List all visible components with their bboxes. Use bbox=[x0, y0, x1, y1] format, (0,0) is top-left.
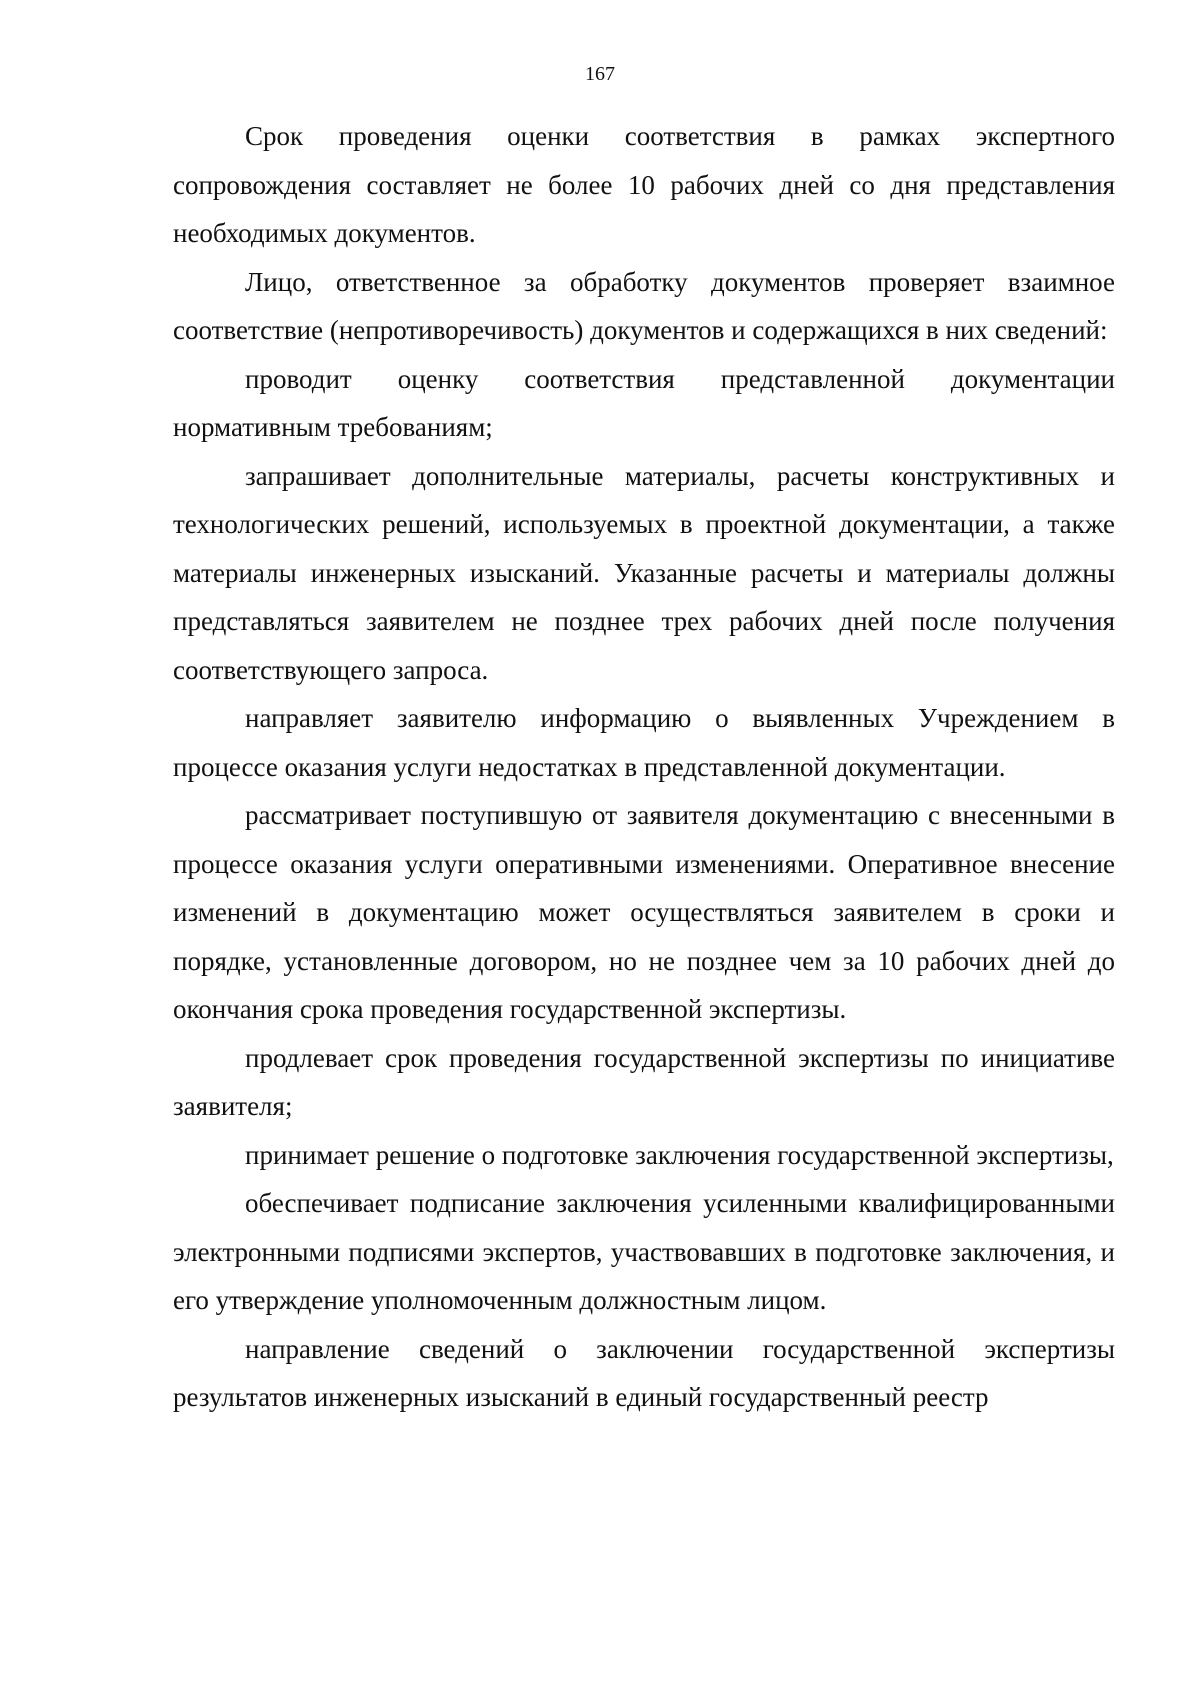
paragraph-sends-to-registry: направление сведений о заключении государственной экспертизы результатов инженерных изысканий в единый государственный реестр bbox=[173, 1333, 1115, 1412]
paragraph-assessment-period: Срок проведения оценки соответствия в рамках экспертного сопровождения составляет не более 10 рабочих дней со дня представления необходимых документов. bbox=[173, 121, 1115, 248]
paragraph-sends-deficiencies: направляет заявителю информацию о выявленных Учреждением в процессе оказания услуги недостатках в представленной документации. bbox=[173, 703, 1115, 782]
document-body bbox=[173, 112, 1115, 1422]
paragraph-decides-conclusion: принимает решение о подготовке заключения государственной экспертизы, bbox=[245, 1139, 1114, 1170]
paragraph-extends-period: продлевает срок проведения государственной экспертизы по инициативе заявителя; bbox=[173, 1042, 1115, 1121]
page-number: 167 bbox=[585, 63, 615, 85]
paragraph-ensures-signing: обеспечивает подписание заключения усиленными квалифицированными электронными подписями экспертов, участвовавших в подготовке заключения, и его утверждение уполномоченным должностным лицом. bbox=[173, 1188, 1115, 1315]
paragraph-reviews-changes: рассматривает поступившую от заявителя документацию с внесенными в процессе оказания услуги оперативными изменениями. Оперативное внесение изменений в документацию может осуществляться заявителем в сроки и порядке, установленные договором, но не позднее чем за 10 рабочих дней до окончания срока проведения государственной экспертизы. bbox=[173, 800, 1115, 1024]
paragraph-responsible-person: Лицо, ответственное за обработку документов проверяет взаимное соответствие (непротиворечивость) документов и содержащихся в них сведений: bbox=[173, 266, 1115, 345]
paragraph-conducts-assessment: проводит оценку соответствия представленной документации нормативным требованиям; bbox=[173, 363, 1115, 442]
paragraph-requests-materials: запрашивает дополнительные материалы, расчеты конструктивных и технологических решений, используемых в проектной документации, а также материалы инженерных изысканий. Указанные расчеты и материалы должны представляться заявителем не позднее трех рабочих дней после получения соответствующего запроса. bbox=[173, 460, 1115, 685]
